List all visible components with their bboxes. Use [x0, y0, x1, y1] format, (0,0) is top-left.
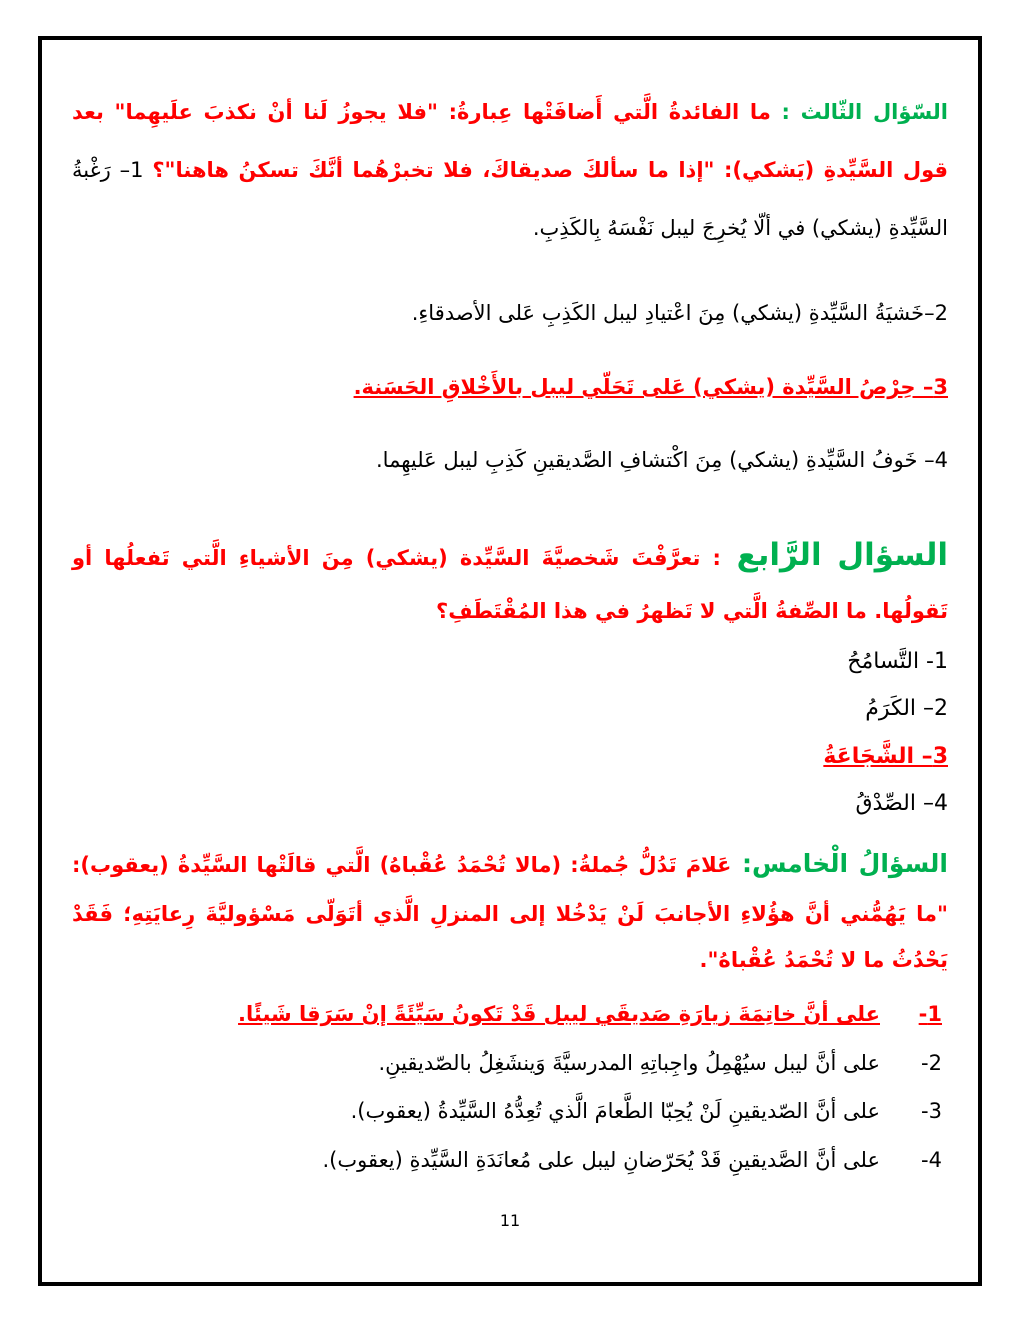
question-4-option-3-correct: 3– الشَّجَاعَةُ	[823, 743, 948, 769]
question-5-option-2-text: على أنَّ ليبل سيُهْمِلُ واجِباتِهِ المدرسيَّةَ وَينشَغِلُ بالصّديقينِ.	[378, 1050, 880, 1075]
page-border-frame	[38, 36, 982, 1286]
question-3-heading: السّؤال الثّالث :	[770, 100, 948, 124]
question-3-option-4: 4– خَوفُ السَّيِّدةِ (يشكي) مِنَ اكْتشافِ الصَّديقينِ كَذِبِ ليبل عَليهِما.	[376, 448, 948, 473]
question-4-option-4: 4– الصِّدْقُ	[855, 791, 948, 817]
question-5-option-4-number: 4-	[921, 1147, 942, 1172]
question-5-heading: السؤالُ الْخامس:	[731, 848, 948, 878]
page-number: 11	[499, 1211, 521, 1230]
question-5-option-1-correct	[72, 998, 948, 1032]
question-3-option-1: 1– رَغْبةُ السَّيِّدةِ (يشكي) في ألّا يُخرِجَ ليبل نَفْسَهُ بِالكَذِبِ.	[72, 157, 948, 240]
question-4-option-2: 2– الكَرَمُ	[865, 696, 948, 722]
question-5-option-1-number: 1-	[918, 1002, 942, 1027]
question-4-heading: السؤال الرَّابع	[720, 537, 948, 574]
question-4-block	[72, 522, 948, 634]
question-5-option-3-number: 3-	[921, 1099, 942, 1124]
question-3-option-2: 2–خَشيَةُ السَّيِّدةِ (يشكي) مِنَ اعْتيادِ ليبل الكَذِبِ عَلى الأصدقاءِ.	[411, 301, 948, 326]
question-5-option-3-text: على أنَّ الصّديقينِ لَنْ يُحِبّا الطَّعامَ الَّذي تُعِدُّهُ السَّيِّدةُ (يعقوب).	[350, 1099, 880, 1124]
question-5-option-3	[72, 1095, 948, 1129]
question-5-option-2	[72, 1047, 948, 1081]
question-5-option-2-number: 2-	[921, 1050, 942, 1075]
question-5-option-4-text: على أنَّ الصَّديقينِ قَدْ يُحَرّضانِ ليبل على مُعانَدَةِ السَّيِّدةِ (يعقوب).	[322, 1147, 880, 1172]
question-5-option-4	[72, 1144, 948, 1178]
question-3-block	[72, 84, 948, 257]
question-4-option-1: 1- التَّسامُحُ	[847, 648, 948, 674]
question-5-text: عَلامَ تَدُلُّ جُملةُ: (مالا تُحْمَدُ عُقْباهُ) الَّتي قالَتْها السَّيِّدةُ (يعقوب): "ما يَهُمُّني أنَّ هؤُلاءِ الأجانبَ لَنْ يَدْخُلا إلى المنزلِ الَّذي أتَوَلّى مَسْؤوليَّةَ رِعايَتِهِ؛ فَقَدْ يَحْدُثُ ما لا تُحْمَدُ عُقْباهُ".	[72, 852, 948, 972]
question-4-text: : تعرَّفْتَ شَخصيَّةَ السَّيِّدة (يشكي) مِنَ الأشياءِ الَّتي تَفعلُها أو تَقولُها. ما الصِّفةُ الَّتي لا تَظهرُ في هذا المُقْتَطَفِ؟	[72, 546, 948, 623]
question-5-option-1-text: على أنَّ خاتِمَةَ زيارَةِ صَديقَي ليبل قَدْ تَكونُ سَيِّئَةً إنْ سَرَقا شَيئًا.	[238, 1002, 880, 1027]
question-3-text: ما الفائدةُ الَّتي أَضافَتْها عِبارةُ: "فلا يجوزُ لَنا أنْ نكذبَ علَيهِما" بعد قول السَّيِّدةِ (يَشكي): "إذا ما سألكَ صديقاكَ، فلا تخبرْهُما أنَّكَ تسكنُ هاهنا"؟	[72, 100, 948, 182]
question-5-block	[72, 836, 948, 983]
question-3-option-3-correct: 3– حِرْصُ السَّيِّدة (يشكي) عَلى تَحَلّي ليبل بالأَخْلاقِ الحَسَنة.	[353, 374, 948, 399]
